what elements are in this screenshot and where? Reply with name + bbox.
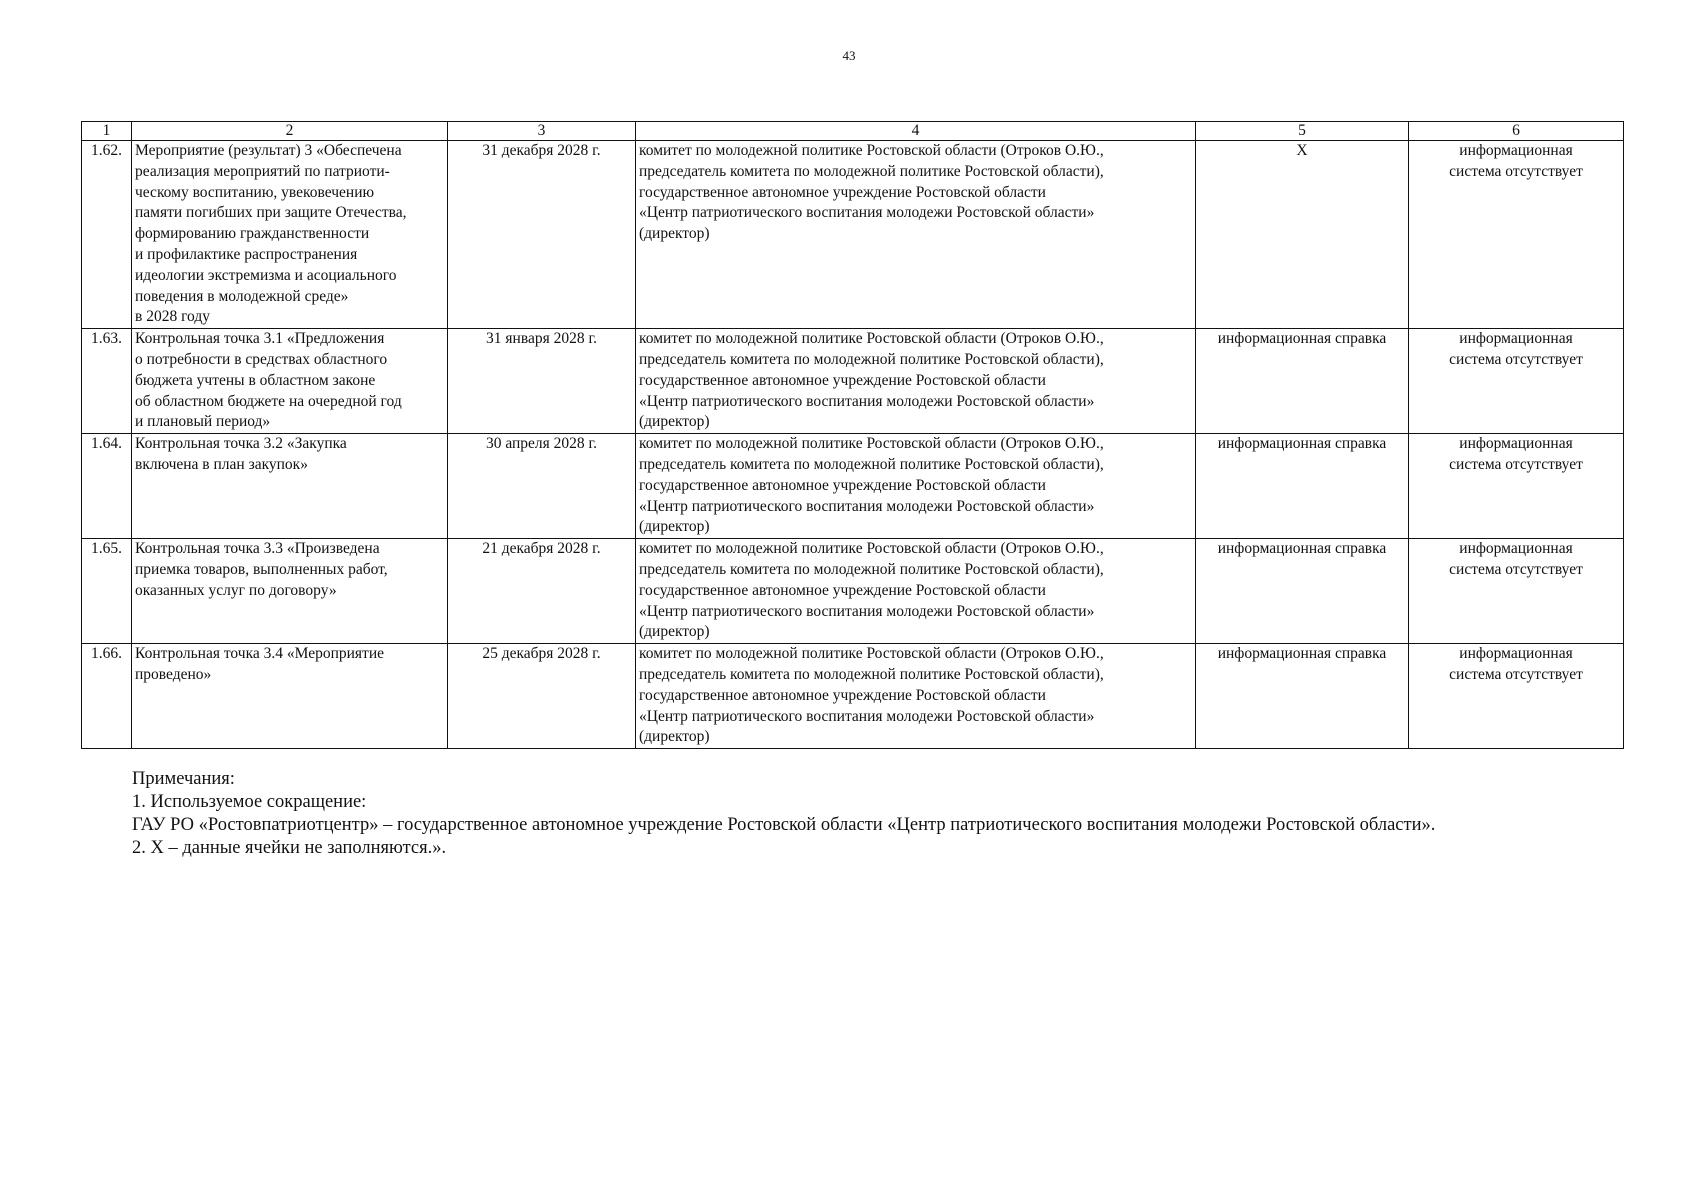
responsible-executor: комитет по молодежной политике Ростовской области (Отроков О.Ю., председатель комитета по молодежной политике Ростовской области), государственное автономное учреждение Ростовской области «Центр патриотического воспитания молодежи Ростовской области» (директор) <box>636 644 1196 749</box>
page-number: 43 <box>842 48 856 63</box>
table-row <box>82 434 1624 539</box>
row-number: 1.65. <box>82 539 132 644</box>
deadline-date: 31 января 2028 г. <box>448 329 636 434</box>
event-name: Мероприятие (результат) 3 «Обеспечена реализация мероприятий по патриоти- ческому воспитанию, увековечению памяти погибших при защите Отечества, формированию гражданственности и профилактике распространения идеологии экстремизма и асоциального поведения в молодежной среде» в 2028 году <box>132 141 448 329</box>
note-item: 1. Используемое сокращение: <box>132 792 367 812</box>
deadline-date: 25 декабря 2028 г. <box>448 644 636 749</box>
row-number: 1.62. <box>82 141 132 329</box>
row-number: 1.64. <box>82 434 132 539</box>
event-name: Контрольная точка 3.1 «Предложения о потребности в средствах областного бюджета учтены в областном законе об областном бюджете на очередной год и плановый период» <box>132 329 448 434</box>
table-row <box>82 329 1624 434</box>
column-header: 2 <box>132 122 448 141</box>
confirming-document: информационная справка <box>1196 539 1409 644</box>
deadline-date: 30 апреля 2028 г. <box>448 434 636 539</box>
responsible-executor: комитет по молодежной политике Ростовской области (Отроков О.Ю., председатель комитета по молодежной политике Ростовской области), государственное автономное учреждение Ростовской области «Центр патриотического воспитания молодежи Ростовской области» (директор) <box>636 539 1196 644</box>
column-header: 1 <box>82 122 132 141</box>
row-number: 1.63. <box>82 329 132 434</box>
information-system: информационная система отсутствует <box>1409 434 1624 539</box>
responsible-executor: комитет по молодежной политике Ростовской области (Отроков О.Ю., председатель комитета по молодежной политике Ростовской области), государственное автономное учреждение Ростовской области «Центр патриотического воспитания молодежи Ростовской области» (директор) <box>636 434 1196 539</box>
table-row <box>82 141 1624 329</box>
table-row <box>82 644 1624 749</box>
confirming-document: информационная справка <box>1196 434 1409 539</box>
responsible-executor: комитет по молодежной политике Ростовской области (Отроков О.Ю., председатель комитета по молодежной политике Ростовской области), государственное автономное учреждение Ростовской области «Центр патриотического воспитания молодежи Ростовской области» (директор) <box>636 141 1196 329</box>
notes-section <box>132 768 1435 860</box>
confirming-document: информационная справка <box>1196 329 1409 434</box>
information-system: информационная система отсутствует <box>1409 644 1624 749</box>
table-row <box>82 539 1624 644</box>
note-item: 2. Х – данные ячейки не заполняются.». <box>132 838 447 858</box>
information-system: информационная система отсутствует <box>1409 141 1624 329</box>
information-system: информационная система отсутствует <box>1409 539 1624 644</box>
information-system: информационная система отсутствует <box>1409 329 1624 434</box>
column-header: 5 <box>1196 122 1409 141</box>
schedule-table <box>81 121 1624 749</box>
responsible-executor: комитет по молодежной политике Ростовской области (Отроков О.Ю., председатель комитета по молодежной политике Ростовской области), государственное автономное учреждение Ростовской области «Центр патриотического воспитания молодежи Ростовской области» (директор) <box>636 329 1196 434</box>
deadline-date: 21 декабря 2028 г. <box>448 539 636 644</box>
row-number: 1.66. <box>82 644 132 749</box>
note-item: ГАУ РО «Ростовпатриотцентр» – государственное автономное учреждение Ростовской области «Центр патриотического воспитания молодежи Ростовской области». <box>132 815 1436 835</box>
confirming-document: информационная справка <box>1196 644 1409 749</box>
confirming-document: Х <box>1196 141 1409 329</box>
event-name: Контрольная точка 3.3 «Произведена приемка товаров, выполненных работ, оказанных услуг по договору» <box>132 539 448 644</box>
deadline-date: 31 декабря 2028 г. <box>448 141 636 329</box>
event-name: Контрольная точка 3.4 «Мероприятие проведено» <box>132 644 448 749</box>
notes-heading: Примечания: <box>132 769 235 789</box>
header-row <box>82 122 1624 141</box>
column-header: 3 <box>448 122 636 141</box>
column-header: 6 <box>1409 122 1624 141</box>
event-name: Контрольная точка 3.2 «Закупка включена в план закупок» <box>132 434 448 539</box>
column-header: 4 <box>636 122 1196 141</box>
